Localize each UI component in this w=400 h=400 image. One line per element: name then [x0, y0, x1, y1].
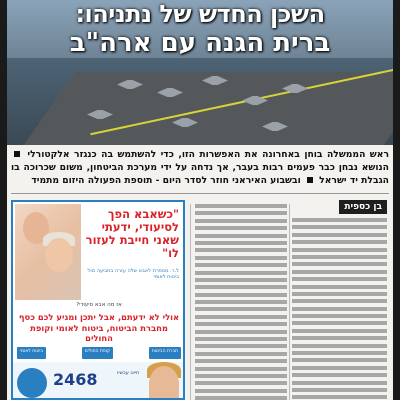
ad-question: אז מה אבא סיעודי? — [76, 302, 122, 308]
ad-button-health-fund[interactable]: קופת החולים — [82, 347, 113, 359]
advertisement[interactable] — [11, 200, 185, 400]
ad-main-message: אולי לא ידעתם, אבל יתכן ומגיע לכם כסף מחברת הביטוח, ביטוח לאומי וקופת החולים — [18, 312, 180, 343]
lead-part-2: הנושא נבחן כבר פעמים רבות בעבר, אך נדחה על ידי מערכת הביטחון, משום שכרוכה בו הגבלת — [11, 162, 389, 186]
badge-icon — [17, 368, 47, 398]
ad-contact-strip — [13, 362, 183, 400]
ad-phone-label: חייגו עכשיו — [117, 370, 140, 376]
lead-paragraph — [11, 148, 389, 190]
ad-subtext: ל.ר. מספרת לאבא שלה עזרה בתביעה מול ביטוח לאומי — [87, 268, 179, 281]
headline-line-1: השכן החדש של נתניהו: — [75, 0, 325, 28]
column-divider — [190, 204, 191, 400]
spokesperson-photo — [149, 366, 179, 400]
article-column-1 — [292, 218, 387, 400]
lead-part-1: ראש הממשלה בוחן באחרונה את האפשרות הזו, כדי להשתמש בה כנגזר אלקטורלי — [27, 149, 389, 160]
article-column-2 — [195, 204, 287, 400]
newspaper-page — [7, 0, 393, 400]
square-bullet-icon — [14, 151, 20, 157]
headline-line-2: ברית הגנה עם ארה"ב — [69, 28, 331, 58]
ad-photo — [15, 204, 81, 300]
ad-button-national-insurance[interactable]: ביטוח לאומי — [17, 347, 46, 359]
column-divider — [289, 204, 290, 400]
ad-button-insurance[interactable]: חברת הביטוח — [149, 347, 181, 359]
ad-phone-number[interactable]: 2468 — [53, 370, 98, 389]
lead-part-3: יד ישראל — [319, 175, 358, 186]
man-face — [45, 238, 73, 272]
ad-button-row — [17, 347, 181, 359]
byline: בן כספית — [339, 200, 387, 214]
ad-headline: "כשאבא הפך לסיעודי, ידעתי שאני חייבת לעזור לו" — [85, 207, 179, 260]
hero-photo — [7, 0, 393, 145]
lead-part-4: ובשבוע האיראני חוזר לסדר היום - תוספת הפעולה היזום מתמיד — [31, 175, 301, 186]
divider — [11, 193, 389, 194]
square-bullet-icon — [307, 177, 313, 183]
